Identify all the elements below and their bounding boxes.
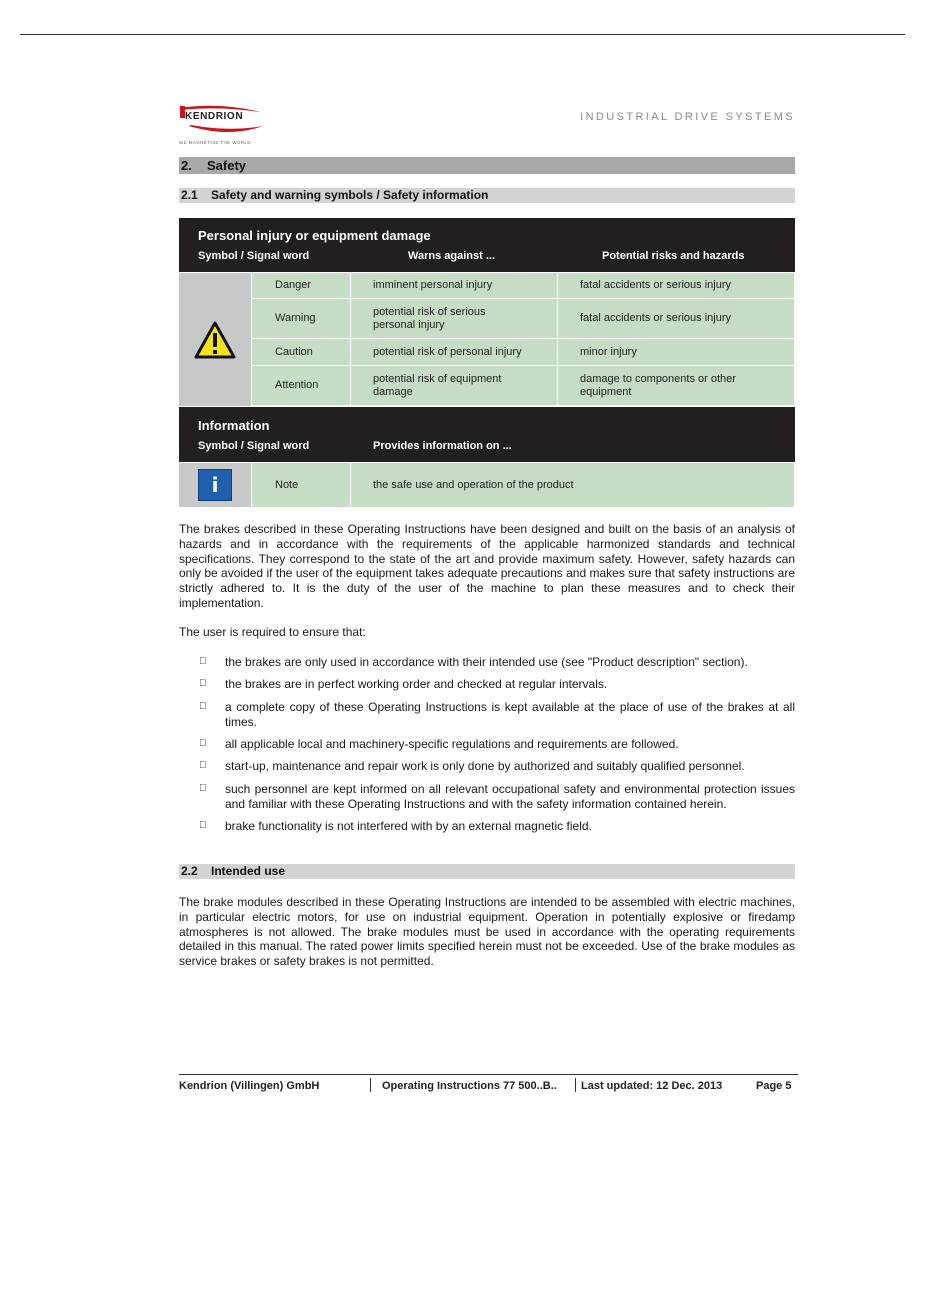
signal-word: Attention (252, 366, 350, 405)
table-row (179, 462, 795, 507)
info-text: the safe use and operation of the product (351, 463, 794, 507)
warns-against: potential risk of serious personal injury (351, 299, 557, 338)
requirements-list (199, 655, 795, 841)
table-row (251, 298, 795, 338)
paragraph-intended-use: The brake modules described in these Operating Instructions are intended to be assembled with electric machines, in particular electric motors, for use on industrial equipment. Operation in potentially explosive or firedamp atmospheres is not allowed. The brake modules must be used in accordance with the operating requirements detailed in this manual. The rated power limits specified herein must not be exceeded. Use of the brake modules as service brakes or safety brakes is not permitted. (179, 895, 795, 969)
potential-risk: fatal accidents or serious injury (558, 273, 794, 298)
subsection-heading-2-1 (179, 188, 795, 203)
potential-risk: minor injury (558, 339, 794, 365)
subsection-number: 2.2 (181, 864, 198, 878)
logo-swoosh-icon (179, 104, 279, 140)
bullet-mark (199, 700, 225, 730)
safety-table-header (179, 218, 795, 272)
logo-tagline: WE MAGNETISE THE WORLD (179, 140, 251, 145)
footer-updated: Last updated: 12 Dec. 2013 (581, 1080, 723, 1092)
footer-separator (575, 1078, 576, 1092)
bullet-mark (199, 677, 225, 692)
potential-risk: fatal accidents or serious injury (558, 299, 794, 338)
bullet-mark (199, 759, 225, 774)
info-icon: i (198, 469, 232, 501)
top-rule (20, 34, 905, 35)
table-row (251, 338, 795, 365)
kendrion-logo (179, 104, 279, 148)
bullet-mark (199, 737, 225, 752)
division-title: INDUSTRIAL DRIVE SYSTEMS (580, 111, 795, 123)
subsection-heading-2-2 (179, 864, 795, 879)
logo-name: KENDRION (185, 111, 244, 122)
list-item: such personnel are kept informed on all relevant occupational safety and environmental protection issues and familiar with these Operating Instructions and with the safety information contained herein. (199, 782, 795, 812)
paragraph-user-required: The user is required to ensure that: (179, 625, 366, 639)
list-item: the brakes are in perfect working order and checked at regular intervals. (199, 677, 795, 692)
footer-company: Kendrion (Villingen) GmbH (179, 1080, 320, 1092)
bullet-mark (199, 782, 225, 812)
footer-separator (370, 1078, 371, 1092)
signal-word: Caution (252, 339, 350, 365)
col-provides-info: Provides information on ... (373, 440, 512, 452)
list-item: a complete copy of these Operating Instructions is kept available at the place of use of the brakes at all times. (199, 700, 795, 730)
potential-risk: damage to components or other equipment (558, 366, 794, 405)
signal-word: Note (252, 463, 350, 507)
info-table-header (179, 407, 795, 462)
safety-table-title: Personal injury or equipment damage (198, 228, 431, 243)
bullet-mark (199, 655, 225, 670)
footer-rule (179, 1074, 798, 1075)
subsection-number: 2.1 (181, 188, 198, 202)
info-table-title: Information (198, 418, 270, 433)
warning-triangle-icon (194, 321, 236, 359)
footer-page-number: Page 5 (756, 1080, 792, 1092)
section-heading (179, 157, 795, 174)
warns-against: imminent personal injury (351, 273, 557, 298)
col-potential-risks: Potential risks and hazards (602, 250, 745, 262)
signal-word: Danger (252, 273, 350, 298)
warning-symbol-cell (179, 273, 251, 406)
warns-against: potential risk of equipment damage (351, 366, 557, 405)
subsection-title: Safety and warning symbols / Safety information (211, 188, 489, 202)
info-symbol-cell (179, 463, 251, 507)
list-item: start-up, maintenance and repair work is only done by authorized and suitably qualified personnel. (199, 759, 795, 774)
table-row (251, 272, 795, 298)
list-item: brake functionality is not interfered with by an external magnetic field. (199, 819, 795, 834)
col-warns-against: Warns against ... (408, 250, 496, 262)
list-item: all applicable local and machinery-specific regulations and requirements are followed. (199, 737, 795, 752)
col-symbol-signal: Symbol / Signal word (198, 440, 310, 452)
signal-word: Warning (252, 299, 350, 338)
paragraph-intro: The brakes described in these Operating Instructions have been designed and built on the basis of an analysis of hazards and in accordance with the requirements of the applicable harmonized standards and technical specifications. They correspond to the state of the art and provide maximum safety. However, safety hazards can only be avoided if the user of the equipment takes adequate precautions and makes sure that safety instructions are strictly adhered to. It is the duty of the user of the machine to plan these measures and to check their implementation. (179, 522, 795, 610)
bullet-mark (199, 819, 225, 834)
footer-document: Operating Instructions 77 500..B.. (382, 1080, 557, 1092)
table-row (251, 365, 795, 405)
subsection-title: Intended use (211, 864, 286, 878)
col-symbol-signal: Symbol / Signal word (198, 250, 310, 262)
safety-symbols-table (179, 218, 795, 507)
list-item: the brakes are only used in accordance with their intended use (see "Product description" section). (199, 655, 795, 670)
warns-against: potential risk of personal injury (351, 339, 557, 365)
section-number: 2. (181, 158, 192, 173)
section-title: Safety (207, 158, 247, 173)
